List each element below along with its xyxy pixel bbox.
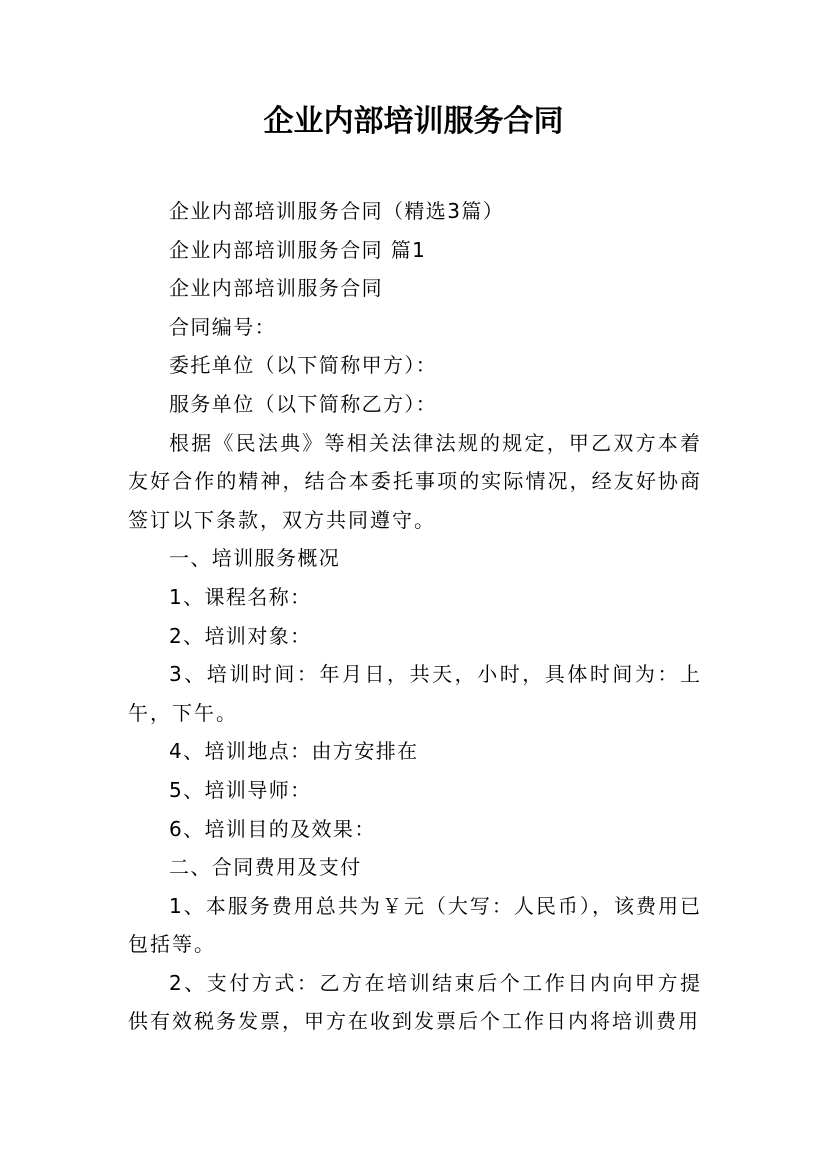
paragraph-party-a: 委托单位（以下简称甲方）： <box>169 353 438 378</box>
clause-service-fee: 1、本服务费用总共为￥元（大写：人民币），该费用已包括等。 <box>128 893 702 957</box>
document-body <box>128 192 702 1041</box>
clause-training-location: 4、培训地点：由方安排在 <box>169 739 419 764</box>
clause-payment-method: 2、支付方式：乙方在培训结束后个工作日内向甲方提供有效税务发票，甲方在收到发票后个工作日内将培训费用 <box>128 970 702 1034</box>
paragraph-heading-selection: 企业内部培训服务合同（精选3篇） <box>169 199 505 223</box>
document-title: 企业内部培训服务合同 <box>263 104 564 139</box>
paragraph-party-b: 服务单位（以下简称乙方）： <box>169 391 438 416</box>
clause-course-name: 1、课程名称： <box>169 584 312 609</box>
paragraph-part-one: 企业内部培训服务合同 篇1 <box>169 237 427 262</box>
paragraph-contract-number: 合同编号： <box>169 314 276 339</box>
section-heading-fees: 二、合同费用及支付 <box>169 855 362 880</box>
clause-training-instructor: 5、培训导师： <box>169 777 312 802</box>
clause-training-audience: 2、培训对象： <box>169 623 312 648</box>
paragraph-preamble: 根据《民法典》等相关法律法规的规定，甲乙双方本着友好合作的精神，结合本委托事项的实际情况，经友好协商签订以下条款，双方共同遵守。 <box>128 430 702 532</box>
clause-training-time: 3、培训时间：年月日，共天，小时，具体时间为：上午，下午。 <box>128 662 702 725</box>
clause-training-goals: 6、培训目的及效果： <box>169 816 376 841</box>
section-heading-overview: 一、培训服务概况 <box>169 546 341 571</box>
paragraph-contract-name: 企业内部培训服务合同 <box>169 276 383 301</box>
